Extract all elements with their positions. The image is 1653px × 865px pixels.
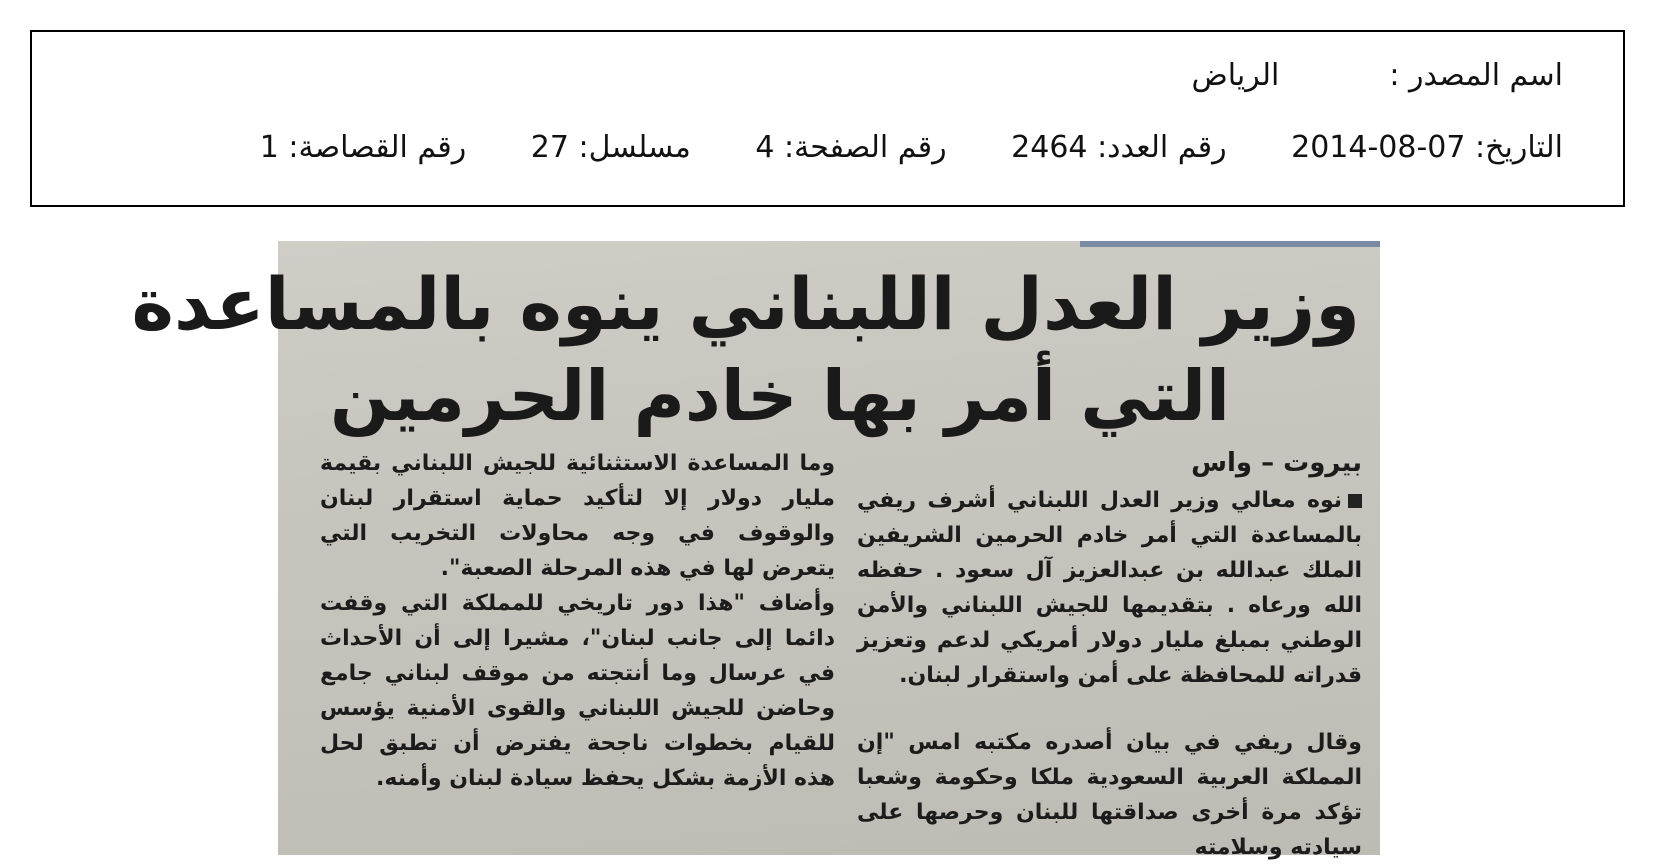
metadata-box xyxy=(30,30,1625,207)
date-label: التاريخ: xyxy=(1475,130,1563,165)
issue-label: رقم العدد: xyxy=(1097,130,1227,165)
newspaper-clipping xyxy=(131,241,1380,860)
date-value: 2014-08-07 xyxy=(1291,130,1466,165)
left-paragraph-1: وما المساعدة الاستثنائية للجيش اللبناني بقيمة مليار دولار إلا لتأكيد حماية استقرار لبنان والوقوف في وجه محاولات التخريب التي يتعرض لها في هذه المرحلة الصعبة". xyxy=(320,451,835,581)
right-paragraph-2: وقال ريفي في بيان أصدره مكتبه امس "إن المملكة العربية السعودية ملكا وحكومة وشعبا تؤكد مرة أخرى صداقتها للبنان وحرصها على سيادته وسلامته xyxy=(857,730,1362,860)
source-value: الرياض xyxy=(1191,58,1280,93)
headline-line-2: التي أمر بها خادم الحرمين xyxy=(330,355,1230,437)
paragraph-spacer xyxy=(857,693,1362,725)
source-line xyxy=(1192,56,1563,96)
issue-value: 2464 xyxy=(1011,130,1088,165)
right-paragraph-1 xyxy=(857,483,1362,693)
article-column-left xyxy=(320,446,835,796)
bullet-icon xyxy=(1348,494,1362,508)
right-paragraph-1-text: نوه معالي وزير العدل اللبناني أشرف ريفي بالمساعدة التي أمر خادم الحرمين الشريفين الملك عبدالله بن عبدالعزيز آل سعود . حفظه الله ورعاه . بتقديمها للجيش اللبناني والأمن الوطني بمبلغ مليار دولار أمريكي لدعم وتعزيز قدراته للمحافظة على أمن واستقرار لبنان. xyxy=(857,488,1362,688)
clip-edge xyxy=(1080,241,1380,247)
page-label: رقم الصفحة: xyxy=(784,130,947,165)
headline-line-1: وزير العدل اللبناني ينوه بالمساعدة xyxy=(131,262,1360,346)
serial-value: 27 xyxy=(530,130,569,165)
dateline: بيروت – واس xyxy=(1191,448,1362,478)
serial-label: مسلسل: xyxy=(578,130,691,165)
clip-value: 1 xyxy=(259,130,279,165)
page-value: 4 xyxy=(755,130,775,165)
clip-label: رقم القصاصة: xyxy=(288,130,467,165)
details-line xyxy=(260,128,1563,168)
article-column-right xyxy=(857,446,1362,865)
source-label: اسم المصدر : xyxy=(1389,58,1563,93)
left-paragraph-2: وأضاف "هذا دور تاريخي للمملكة التي وقفت دائما إلى جانب لبنان"، مشيرا إلى أن الأحداث في عرسال وما أنتجته من موقف لبناني جامع وحاضن للجيش اللبناني والقوى الأمنية يؤسس للقيام بخطوات ناجحة يفترض أن تطبق لحل هذه الأزمة بشكل يحفظ سيادة لبنان وأمنه. xyxy=(320,591,835,791)
